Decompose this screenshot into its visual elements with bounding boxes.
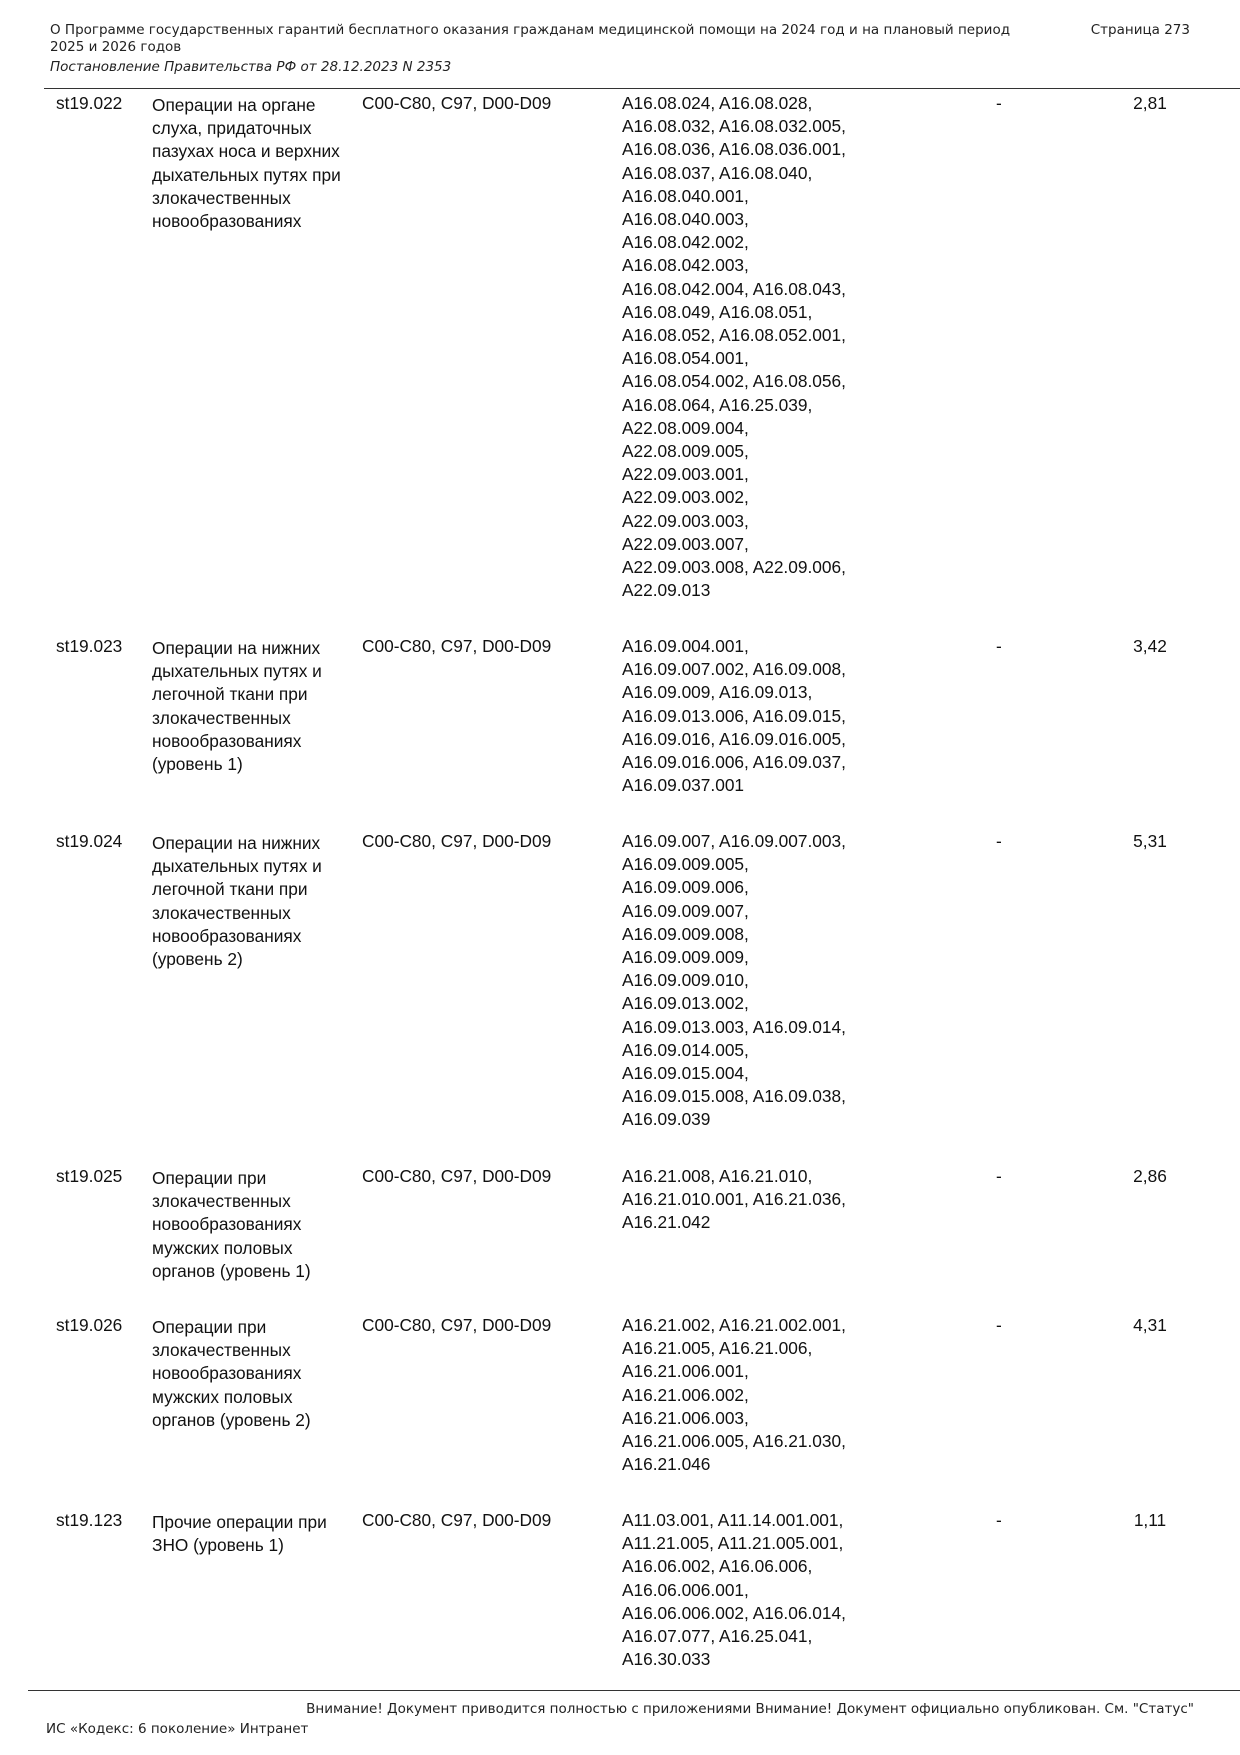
cell-icd: C00-C80, C97, D00-D09 <box>362 831 552 851</box>
service-code-line: A22.08.009.004, <box>622 417 749 438</box>
document-title: О Программе государственных гарантий бесплатного оказания гражданам медицинской помощи на 2024 год и на плановый период 2025 и 2026 годов <box>50 22 1011 55</box>
cell-extra: - <box>996 93 1002 113</box>
cell-code: st19.123 <box>56 1510 123 1531</box>
service-code-line: A16.08.032, A16.08.032.005, <box>622 116 846 137</box>
service-code-line: A16.09.013.002, <box>622 993 749 1014</box>
service-code-line: A16.09.009.006, <box>622 877 749 898</box>
cell-coefficient: 4,31 <box>1133 1315 1167 1336</box>
cell-name: Операции при злокачественных новообразованиях мужских половых органов (уровень 1) <box>152 1168 311 1281</box>
footer-source: ИС «Кодекс: 6 поколение» Интранет <box>46 1721 309 1737</box>
cell-icd: C00-C80, C97, D00-D09 <box>362 1166 552 1186</box>
service-code-line: A16.08.042.004, A16.08.043, <box>622 278 846 299</box>
service-code-line: A16.09.009.007, <box>622 900 749 921</box>
service-code-line: A16.21.008, A16.21.010, <box>622 1166 813 1186</box>
service-code-line: A16.09.015.008, A16.09.038, <box>622 1086 846 1107</box>
header-divider <box>44 88 1240 89</box>
service-code-line: A16.09.009.010, <box>622 970 749 991</box>
service-code-line: A22.09.003.002, <box>622 487 749 508</box>
service-code-line: A16.08.049, A16.08.051, <box>622 301 813 322</box>
cell-code: st19.022 <box>56 93 123 113</box>
service-code-line: A11.03.001, A11.14.001.001, <box>622 1510 844 1531</box>
service-code-line: A16.06.006.001, <box>622 1579 749 1600</box>
document-header <box>50 22 1190 82</box>
page-number: Страница 273 <box>1090 22 1190 38</box>
service-code-line: A16.09.014.005, <box>622 1039 749 1060</box>
cell-services <box>622 1314 912 1476</box>
service-code-line: A16.08.042.002, <box>622 232 749 253</box>
service-code-line: A16.21.006.005, A16.21.030, <box>622 1431 846 1452</box>
service-code-line: A16.08.042.003, <box>622 255 749 276</box>
cell-code: st19.025 <box>56 1166 123 1186</box>
service-code-line: A16.08.054.002, A16.08.056, <box>622 371 846 392</box>
service-code-line: A16.09.016, A16.09.016.005, <box>622 728 846 749</box>
service-code-line: A16.09.009, A16.09.013, <box>622 682 813 703</box>
service-code-line: A16.21.010.001, A16.21.036, <box>622 1189 846 1210</box>
service-code-line: A16.08.040.003, <box>622 209 749 230</box>
cell-name: Операции на органе слуха, придаточных пазухах носа и верхних дыхательных путях при злокачественных новообразованиях <box>152 95 341 232</box>
service-code-line: A16.09.015.004, <box>622 1063 749 1084</box>
service-code-line: A16.09.004.001, <box>622 636 749 656</box>
service-code-line: A16.09.009.009, <box>622 947 749 968</box>
cell-code: st19.026 <box>56 1315 123 1336</box>
service-code-line: A22.09.003.001, <box>622 464 749 485</box>
cell-name: Операции на нижних дыхательных путях и легочной ткани при злокачественных новообразованиях (уровень 1) <box>152 638 322 775</box>
table-row <box>0 828 1240 1163</box>
cell-extra: - <box>996 636 1002 656</box>
table-row <box>0 1312 1240 1507</box>
cell-coefficient: 1,11 <box>1133 1510 1167 1531</box>
service-code-line: A16.08.064, A16.25.039, <box>622 394 813 415</box>
cell-coefficient: 5,31 <box>1133 831 1167 851</box>
cell-name: Операции на нижних дыхательных путях и легочной ткани при злокачественных новообразованиях (уровень 2) <box>152 833 322 970</box>
service-code-line: A16.09.016.006, A16.09.037, <box>622 752 846 773</box>
footer-divider <box>28 1690 1240 1691</box>
cell-icd: C00-C80, C97, D00-D09 <box>362 1510 552 1531</box>
cell-extra: - <box>996 1510 1002 1531</box>
cell-services <box>622 830 912 1132</box>
service-code-line: A16.08.024, A16.08.028, <box>622 93 813 113</box>
service-code-line: A16.21.006.003, <box>622 1407 749 1428</box>
cell-extra: - <box>996 1166 1002 1186</box>
service-code-line: A16.09.039 <box>622 1109 711 1130</box>
service-code-line: A16.30.033 <box>622 1649 711 1670</box>
table-row <box>0 90 1240 633</box>
service-code-line: A16.08.036, A16.08.036.001, <box>622 139 846 160</box>
service-code-line: A16.09.007.002, A16.09.008, <box>622 659 846 680</box>
service-code-line: A16.21.005, A16.21.006, <box>622 1338 813 1359</box>
cell-services <box>622 92 912 602</box>
table-row <box>0 1163 1240 1312</box>
service-code-line: A22.09.003.007, <box>622 533 749 554</box>
service-code-line: A16.08.052, A16.08.052.001, <box>622 325 846 346</box>
tariff-table <box>0 90 1240 1702</box>
cell-extra: - <box>996 1315 1002 1336</box>
cell-icd: C00-C80, C97, D00-D09 <box>362 1315 552 1336</box>
cell-services <box>622 1165 912 1235</box>
footer-notice: Внимание! Документ приводится полностью с приложениями Внимание! Документ официально опубликован. См. "Статус" <box>306 1701 1194 1717</box>
service-code-line: A16.21.002, A16.21.002.001, <box>622 1315 846 1336</box>
service-code-line: A16.06.002, A16.06.006, <box>622 1556 813 1577</box>
cell-coefficient: 2,86 <box>1133 1166 1167 1186</box>
service-code-line: A11.21.005, A11.21.005.001, <box>622 1533 844 1554</box>
cell-extra: - <box>996 831 1002 851</box>
service-code-line: A16.08.040.001, <box>622 185 749 206</box>
service-code-line: A22.09.003.003, <box>622 510 749 531</box>
service-code-line: A16.21.006.001, <box>622 1361 749 1382</box>
cell-icd: C00-C80, C97, D00-D09 <box>362 636 552 656</box>
cell-services <box>622 635 912 797</box>
service-code-line: A22.09.013 <box>622 580 711 601</box>
service-code-line: A16.08.054.001, <box>622 348 749 369</box>
service-code-line: A16.08.037, A16.08.040, <box>622 162 813 183</box>
cell-name: Прочие операции при ЗНО (уровень 1) <box>152 1512 327 1556</box>
service-code-line: A16.09.009.005, <box>622 854 749 875</box>
service-code-line: A16.09.013.003, A16.09.014, <box>622 1016 846 1037</box>
service-code-line: A16.09.037.001 <box>622 775 745 796</box>
service-code-line: A16.21.046 <box>622 1454 711 1475</box>
service-code-line: A16.09.013.006, A16.09.015, <box>622 705 846 726</box>
cell-services <box>622 1509 912 1671</box>
service-code-line: A16.06.006.002, A16.06.014, <box>622 1602 846 1623</box>
cell-name: Операции при злокачественных новообразованиях мужских половых органов (уровень 2) <box>152 1317 311 1430</box>
service-code-line: A22.08.009.005, <box>622 441 749 462</box>
cell-icd: C00-C80, C97, D00-D09 <box>362 93 552 113</box>
service-code-line: A16.21.006.002, <box>622 1384 749 1405</box>
cell-code: st19.024 <box>56 831 123 851</box>
service-code-line: A22.09.003.008, A22.09.006, <box>622 557 846 578</box>
decree-reference: Постановление Правительства РФ от 28.12.2023 N 2353 <box>50 59 452 75</box>
service-code-line: A16.21.042 <box>622 1212 711 1233</box>
table-row <box>0 633 1240 828</box>
table-row <box>0 1507 1240 1702</box>
cell-coefficient: 3,42 <box>1133 636 1167 656</box>
service-code-line: A16.09.007, A16.09.007.003, <box>622 831 846 851</box>
cell-coefficient: 2,81 <box>1133 93 1167 113</box>
service-code-line: A16.09.009.008, <box>622 923 749 944</box>
service-code-line: A16.07.077, A16.25.041, <box>622 1626 813 1647</box>
cell-code: st19.023 <box>56 636 123 656</box>
